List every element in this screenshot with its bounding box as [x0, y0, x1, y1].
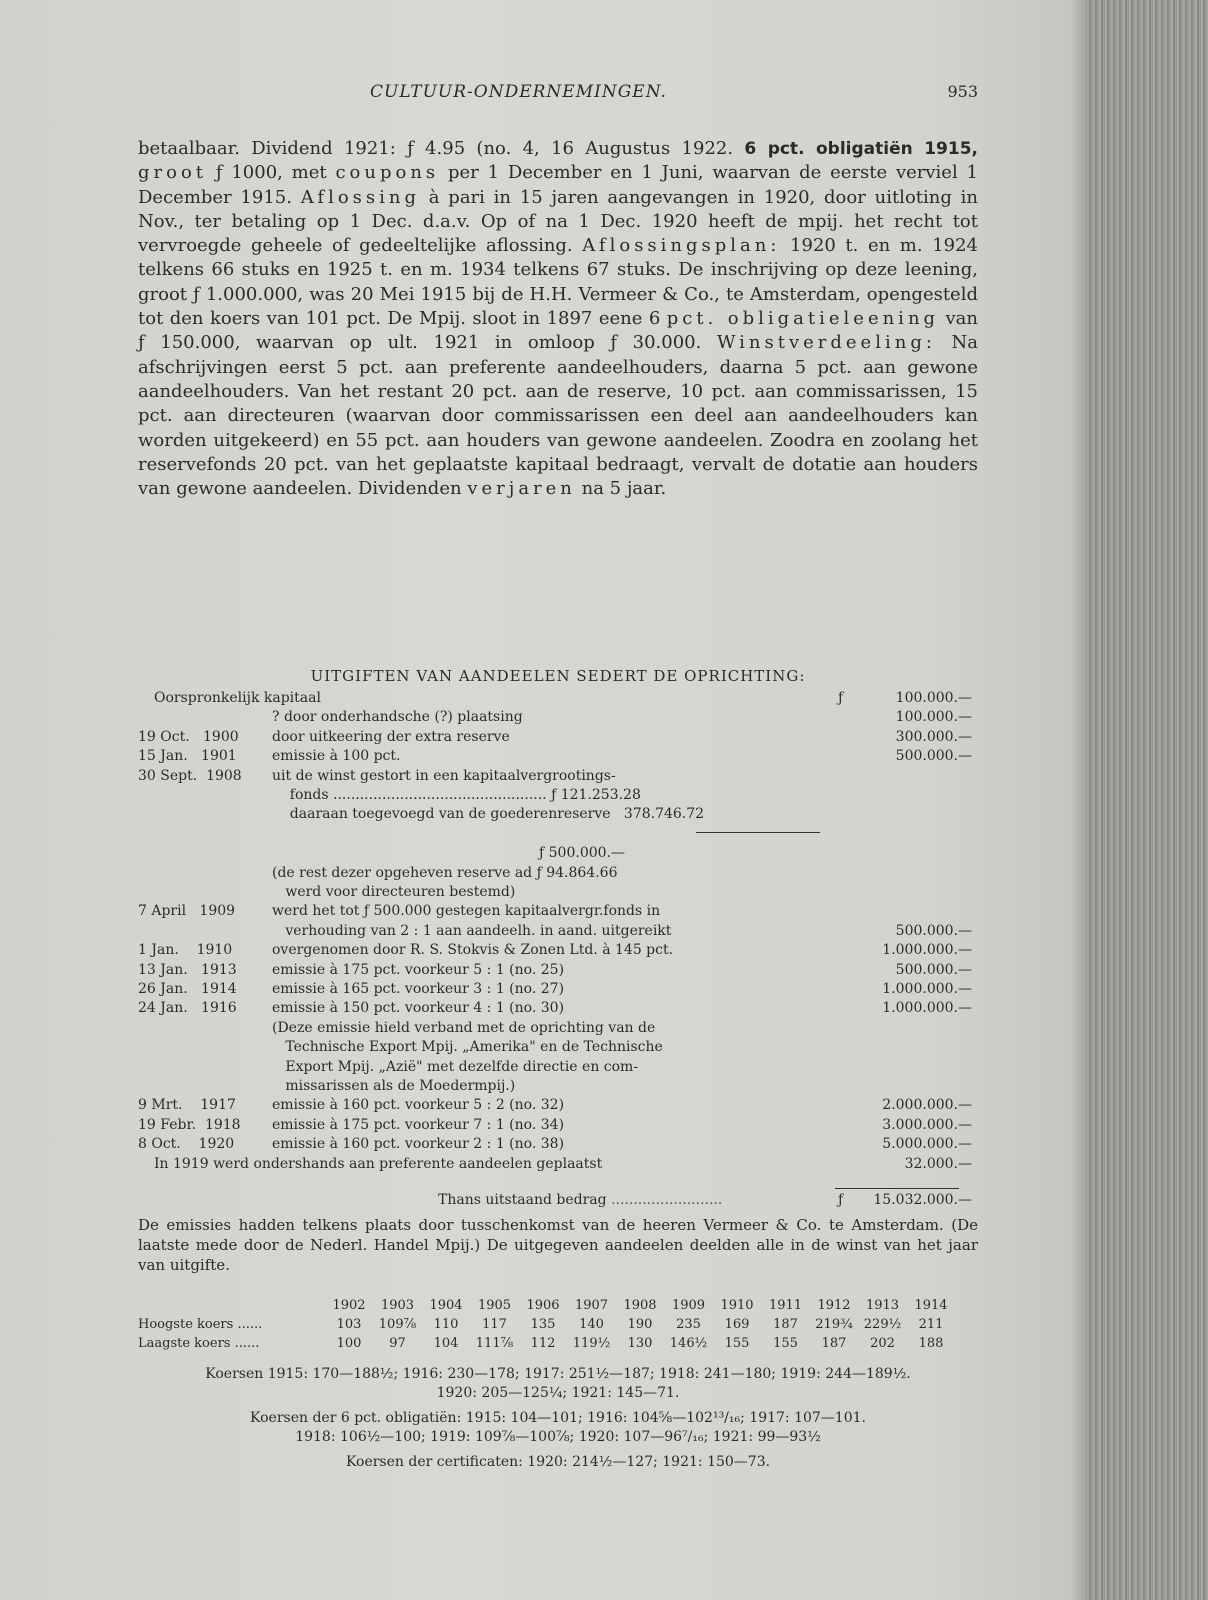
text-run: van ƒ 150.000, waarvan op ult. 1921 in omloop ƒ 30.000.: [138, 308, 979, 354]
price-cell: 219¾: [815, 1317, 853, 1332]
spaced-text: Winstverdeeling:: [716, 332, 936, 354]
price-row: [138, 1298, 978, 1316]
price-cell: 155: [724, 1336, 750, 1351]
total-line: [138, 1192, 978, 1210]
table-row: [138, 981, 978, 999]
price-cell: 119½: [572, 1336, 611, 1351]
row-description: emissie à 175 pct. voorkeur 7 : 1 (no. 34): [272, 1116, 565, 1133]
price-cell: 211: [918, 1317, 944, 1332]
price-cell: 103: [336, 1317, 362, 1332]
koersen-line-3: Koersen der certificaten: 1920: 214½—127; 1921: 150—73.: [345, 1454, 771, 1470]
total-label: [438, 1192, 848, 1208]
table-row: [138, 1156, 978, 1174]
price-cell: 1912: [817, 1298, 851, 1313]
table-row: [138, 845, 978, 863]
row-amount: 32.000.—: [904, 1155, 972, 1172]
total-amount: 15.032.000.—: [873, 1192, 972, 1208]
price-cell: 110: [433, 1317, 459, 1332]
table-row: [138, 729, 978, 747]
row-date: Oorspronkelijk kapitaal: [154, 690, 321, 706]
table-row: [138, 748, 978, 766]
price-cell: 97: [389, 1336, 406, 1351]
row-date: 7 April 1909: [138, 903, 236, 920]
price-row: [138, 1336, 978, 1354]
row-date: 1 Jan. 1910: [138, 942, 233, 959]
price-cell: 1903: [380, 1298, 415, 1313]
table-row: [138, 1020, 978, 1038]
row-description: emissie à 160 pct. voorkeur 5 : 2 (no. 32): [272, 1097, 565, 1114]
price-cell: 130: [627, 1336, 653, 1351]
table-row: [138, 962, 978, 980]
price-cell: 1905: [477, 1298, 512, 1313]
price-cell: 1910: [720, 1298, 754, 1313]
paragraph: [138, 137, 978, 501]
row-amount: 1.000.000.—: [882, 1000, 972, 1017]
price-cell: 187: [773, 1317, 798, 1332]
book-page-edges: [1086, 0, 1208, 1600]
price-cell: 1904: [429, 1298, 463, 1313]
page-number: 953: [947, 82, 978, 101]
price-cell: 135: [530, 1317, 556, 1332]
spaced-text: Aflossingsplan:: [582, 235, 781, 257]
text-run: à pari in 15 jaren aangevangen in 1920, door uitloting in Nov., ter betaling op 1 Dec. d.a.v. Op of na 1 Dec. 1920 heeft de mpij. het recht tot vervroegde geheele of gedeeltelijke aflossing.: [138, 186, 978, 257]
row-description: emissie à 175 pct. voorkeur 5 : 1 (no. 25): [272, 961, 565, 978]
table-row: [138, 826, 978, 844]
row-date: 30 Sept. 1908: [138, 767, 242, 784]
row-description: Export Mpij. „Azië" met dezelfde directie en com-: [272, 1058, 639, 1075]
row-amount: 300.000.—: [895, 728, 972, 745]
table-row: [138, 1000, 978, 1018]
row-amount: 500.000.—: [895, 961, 972, 978]
row-date: 15 Jan. 1901: [138, 748, 237, 765]
price-row-label: Laagste koers ......: [138, 1336, 260, 1351]
row-amount: 100.000.—: [895, 690, 972, 706]
total-label-text: Thans uitstaand bedrag: [438, 1192, 607, 1208]
row-amount: 100.000.—: [895, 709, 972, 726]
row-description: missarissen als de Moedermpij.): [272, 1078, 516, 1094]
row-date: 26 Jan. 1914: [138, 981, 237, 997]
row-description: verhouding van 2 : 1 aan aandeelh. in aand. uitgereikt: [272, 922, 672, 939]
price-cell: 146½: [669, 1336, 708, 1351]
price-cell: 100: [336, 1336, 362, 1351]
table-row: [138, 1039, 978, 1057]
row-description: emissie à 100 pct.: [272, 748, 401, 765]
price-cell: 1907: [574, 1298, 609, 1313]
price-cell: 1908: [623, 1298, 657, 1313]
table-row: [138, 923, 978, 941]
spaced-text: coupons: [335, 162, 440, 184]
row-description: emissie à 160 pct. voorkeur 2 : 1 (no. 38): [272, 1136, 565, 1153]
row-amount: 5.000.000.—: [882, 1136, 972, 1153]
price-cell: 169: [724, 1317, 750, 1332]
row-description: door uitkeering der extra reserve: [272, 728, 510, 745]
running-header: [140, 82, 978, 106]
row-description: emissie à 150 pct. voorkeur 4 : 1 (no. 30): [272, 1000, 565, 1017]
row-description: overgenomen door R. S. Stokvis & Zonen Ltd. à 145 pct.: [272, 942, 674, 959]
text-run: Na afschrijvingen eerst 5 pct. aan preferente aandeelhouders, daarna 5 pct. aan gewone aandeelhouders. Van het restant 20 pct. aan de reserve, 10 pct. aan commissarissen, 15 pct. aan directeuren (waarvan door commissarissen een deel aan aandeelhouders kan worden uitgekeerd) en 55 pct. aan houders van gewone aandeelen. Zoodra en zoolang het reservefonds 20 pct. van het geplaatste kapitaal bedraagt, vervalt de dotatie aan houders van gewone aandeelen. Dividenden: [138, 332, 978, 500]
price-cell: 1914: [914, 1298, 948, 1313]
row-amount: 500.000.—: [895, 922, 972, 939]
row-date: 9 Mrt. 1917: [138, 1097, 236, 1114]
price-cell: 187: [821, 1336, 847, 1351]
subtotal-rule: [696, 832, 820, 833]
spaced-text: groot: [138, 162, 208, 184]
text-run: 1920 t. en m. 1924 telkens 66 stuks en 1925 t. en m. 1934 telkens 67 stuks. De inschrijving op deze leening, groot ƒ 1.000.000, was 20 Mei 1915 bij de H.H. Vermeer & Co., te Amsterdam, opengesteld tot den koers van 101 pct. De Mpij. sloot in 1897 eene 6: [138, 235, 978, 330]
spaced-text: Aflossing: [300, 186, 421, 208]
koersen-line-2b: 1918: 106½—100; 1919: 109⅞—100⅞; 1920: 107—96⁷/₁₆; 1921: 99—93½: [295, 1429, 821, 1445]
row-amount: 1.000.000.—: [882, 942, 972, 959]
row-date: 24 Jan. 1916: [138, 1000, 237, 1017]
price-cell: 111⅞: [475, 1336, 514, 1351]
table-row: [138, 1117, 978, 1135]
price-cell: 117: [482, 1317, 507, 1332]
row-amount: 2.000.000.—: [882, 1097, 972, 1114]
text-run: per 1 December en 1 Juni, waarvan de eerste verviel 1 December 1915.: [138, 162, 978, 208]
spaced-text: verjaren: [467, 478, 576, 500]
price-cell: 235: [676, 1317, 701, 1332]
row-description: uit de winst gestort in een kapitaalvergrootings-: [272, 767, 616, 784]
row-amount: 1.000.000.—: [882, 981, 972, 997]
koersen-line-1: Koersen 1915: 170—188½; 1916: 230—178; 1917: 251½—187; 1918: 241—180; 1919: 244—189½.: [205, 1366, 911, 1382]
row-currency: ƒ: [838, 690, 844, 706]
row-description: daaraan toegevoegd van de goederenreserve 378.746.72: [272, 806, 705, 823]
spaced-text: pct. obligatieleening: [666, 308, 940, 330]
table-row: [138, 1136, 978, 1154]
price-cell: 188: [918, 1336, 944, 1351]
price-cell: 109⅞: [378, 1317, 417, 1332]
row-date: 19 Oct. 1900: [138, 728, 239, 745]
emission-note: De emissies hadden telkens plaats door tusschenkomst van de heeren Vermeer & Co. te Amsterdam. (De laatste mede door de Nederl. Handel Mpij.) De uitgegeven aandeelen deelden alle in de winst van het jaar van uitgifte.: [138, 1216, 978, 1274]
price-cell: 104: [433, 1336, 459, 1351]
price-cell: 190: [627, 1317, 653, 1332]
leader-dots: .........................: [611, 1192, 723, 1208]
price-cell: 229½: [863, 1317, 902, 1332]
running-title: CULTUUR-ONDERNEMINGEN.: [370, 82, 667, 102]
price-cell: 1913: [865, 1298, 900, 1313]
row-description: (Deze emissie hield verband met de oprichting van de: [272, 1019, 656, 1036]
table-row: [138, 942, 978, 960]
table-row: [138, 903, 978, 921]
row-description: ƒ 500.000.—: [272, 845, 625, 862]
price-cell: 202: [870, 1336, 895, 1351]
row-description: werd voor directeuren bestemd): [272, 884, 516, 900]
price-cell: 140: [579, 1317, 604, 1332]
koersen-line-1b: 1920: 205—125¼; 1921: 145—71.: [436, 1385, 680, 1401]
text-run: betaalbaar. Dividend 1921: ƒ 4.95 (no. 4, 16 Augustus 1922.: [138, 138, 734, 159]
row-description: Technische Export Mpij. „Amerika" en de Technische: [272, 1039, 663, 1056]
row-description: ? door onderhandsche (?) plaatsing: [272, 709, 523, 726]
price-row-label: Hoogste koers ......: [138, 1317, 263, 1332]
row-date: In 1919 werd ondershands aan preferente aandeelen geplaatst: [154, 1155, 603, 1172]
table-row: [138, 1078, 978, 1096]
row-date: 19 Febr. 1918: [138, 1116, 241, 1133]
table-row: [138, 884, 978, 902]
text-run: ƒ 1000, met: [207, 162, 336, 184]
price-cell: 1906: [526, 1298, 560, 1313]
price-cell: 1909: [671, 1298, 706, 1313]
row-description: werd het tot ƒ 500.000 gestegen kapitaalvergr.fonds in: [272, 903, 661, 920]
price-cell: 1902: [332, 1298, 366, 1313]
row-date: 13 Jan. 1913: [138, 961, 237, 978]
table-row: [138, 806, 978, 824]
table-row: [138, 1097, 978, 1115]
row-amount: 500.000.—: [895, 748, 972, 765]
price-cell: 1911: [768, 1298, 803, 1313]
row-date: 8 Oct. 1920: [138, 1136, 235, 1153]
total-currency: ƒ: [838, 1192, 844, 1208]
koersen-line-2: Koersen der 6 pct. obligatiën: 1915: 104—101; 1916: 104⅝—102¹³/₁₆; 1917: 107—101.: [250, 1410, 866, 1426]
row-description: (de rest dezer opgeheven reserve ad ƒ 94.864.66: [272, 864, 618, 881]
price-row: [138, 1317, 978, 1335]
table-row: [138, 709, 978, 727]
text-run: na 5 jaar.: [575, 478, 667, 500]
row-description: emissie à 165 pct. voorkeur 3 : 1 (no. 27): [272, 981, 565, 997]
table-row: [138, 865, 978, 883]
table-row: [138, 1059, 978, 1077]
table-row: [138, 690, 978, 708]
body-text: [138, 137, 978, 501]
total-rule: [835, 1188, 959, 1189]
row-amount: 3.000.000.—: [882, 1116, 972, 1133]
price-cell: 155: [773, 1336, 798, 1351]
bold-heading: 6 pct. obligatiën 1915,: [744, 139, 978, 159]
section-title: UITGIFTEN VAN AANDEELEN SEDERT DE OPRICHTING:: [310, 667, 806, 685]
table-row: [138, 768, 978, 786]
table-row: [138, 787, 978, 805]
price-cell: 112: [530, 1336, 556, 1351]
row-description: fonds ................................................ ƒ 121.253.28: [272, 787, 641, 803]
